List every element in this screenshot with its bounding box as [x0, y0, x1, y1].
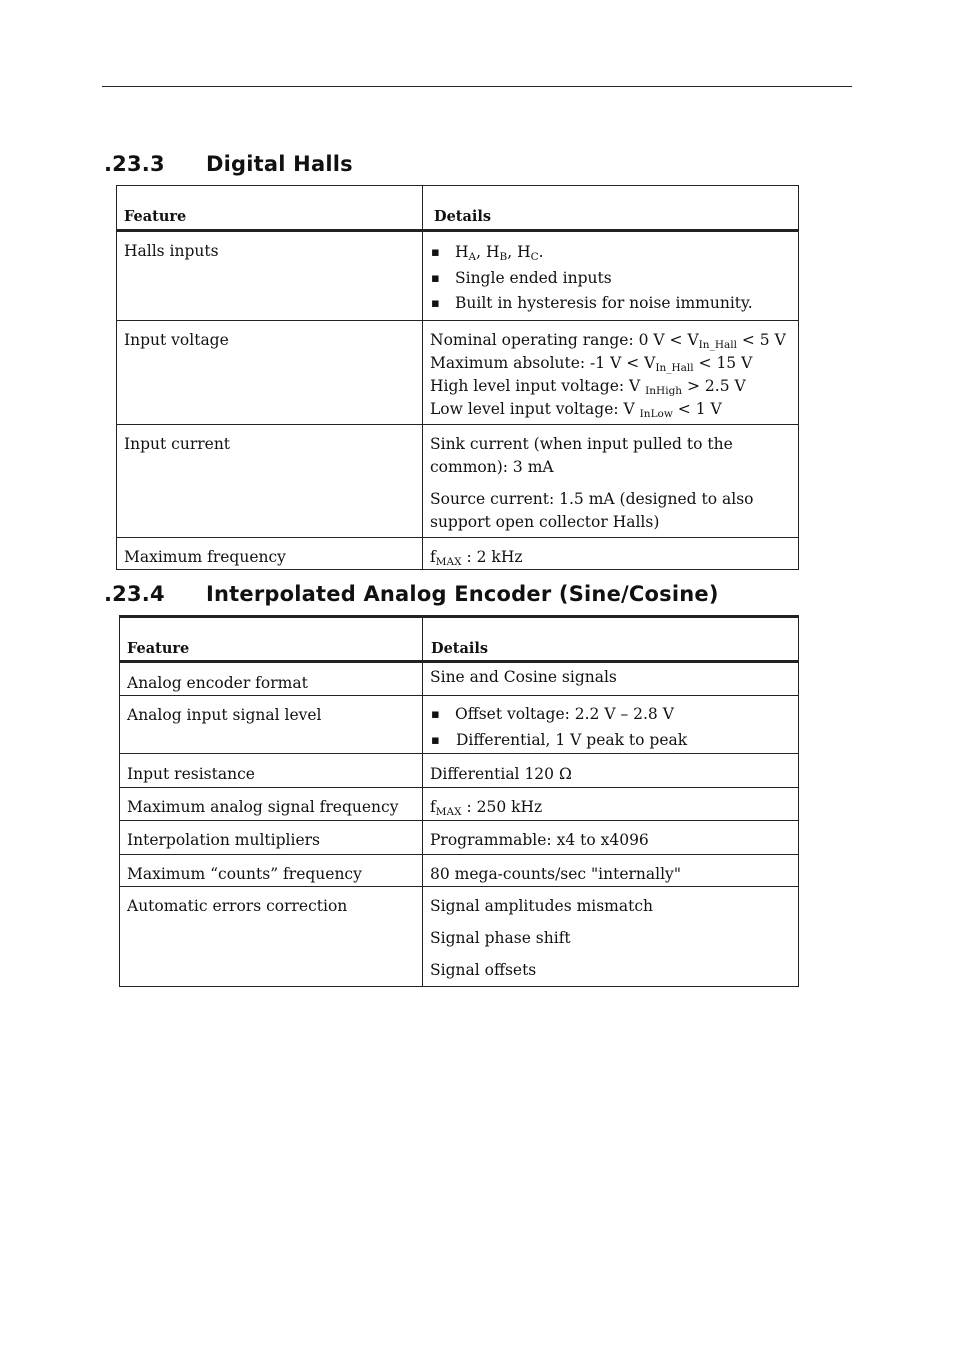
header-details: Details: [434, 208, 492, 225]
header-feature: Feature: [127, 640, 190, 657]
analog-encoder-table: [119, 615, 799, 987]
list-item: ▪ Built in hysteresis for noise immunity.: [430, 291, 791, 317]
section-title: Interpolated Analog Encoder (Sine/Cosine): [206, 582, 719, 606]
input-resistance-details: Differential 120 Ω: [430, 764, 572, 783]
input-voltage-details: Nominal operating range: 0 $V < V_{In\_Hall} < 5$ V Maximum absolute: -1 $V < V_{In\_Hall} < 15$ V High level input voltage: V $_{InHigh}$ > 2.5 V Low level input voltage: V $_{InLow}$ < 1 V: [430, 330, 786, 420]
feature-input-resistance: Input resistance: [127, 764, 255, 783]
list-item: ▪ $H_A$, $H_B$, $H_C$.: [430, 240, 791, 266]
header-feature: Feature: [124, 208, 187, 225]
error-correction-details: Signal amplitudes mismatch Signal phase shift Signal offsets: [430, 896, 654, 979]
input-current-details: Sink current (when input pulled to the common): 3 mA Source current: 1.5 mA (designed to also support open collector Halls): [430, 434, 754, 531]
multipliers-details: Programmable: x4 to x4096: [430, 830, 649, 849]
feature-halls-inputs: Halls inputs: [124, 242, 219, 260]
encoder-format-details: Sine and Cosine signals: [430, 668, 617, 686]
table-header-row: [120, 617, 799, 662]
feature-counts-frequency: Maximum “counts” frequency: [127, 864, 362, 883]
halls-inputs-list: [430, 240, 791, 317]
signal-level-details: [423, 696, 798, 753]
feature-signal-frequency: Maximum analog signal frequency: [127, 797, 399, 816]
table-header-row: [117, 186, 799, 231]
table-row: [120, 787, 799, 820]
signal-frequency-details: $f_{MAX}$ : 250 kHz: [430, 797, 543, 818]
feature-max-frequency: Maximum frequency: [124, 547, 286, 566]
section-heading-digital-halls: [104, 152, 804, 176]
feature-multipliers: Interpolation multipliers: [127, 830, 320, 849]
section-title: Digital Halls: [206, 152, 353, 176]
table-row: [120, 886, 799, 986]
digital-halls-table: [116, 185, 799, 570]
table-row: [117, 231, 799, 321]
table-row: [120, 753, 799, 787]
header-details: Details: [431, 640, 489, 657]
list-item: ▪ Single ended inputs: [430, 266, 791, 292]
table-row: [120, 820, 799, 854]
feature-input-voltage: Input voltage: [124, 330, 229, 349]
section-number: .23.4: [104, 582, 165, 606]
table-row: [117, 424, 799, 537]
feature-signal-level: Analog input signal level: [127, 706, 322, 724]
list-item: ▪ Offset voltage: 2.2 V – 2.8 V: [430, 702, 791, 728]
section-number: .23.3: [104, 152, 165, 176]
feature-encoder-format: Analog encoder format: [127, 674, 308, 692]
section-heading-analog-encoder: [104, 582, 854, 606]
counts-frequency-details: 80 mega-counts/sec "internally": [430, 864, 681, 883]
list-item-continuation: ▪ Differential, 1 V peak to peak: [430, 728, 791, 753]
table-row: [120, 662, 799, 696]
table-row: [117, 537, 799, 569]
max-frequency-details: $f_{MAX}$ : 2 kHz: [430, 547, 523, 568]
page-header-rule: [102, 86, 852, 87]
feature-error-correction: Automatic errors correction: [127, 896, 348, 915]
feature-input-current: Input current: [124, 434, 231, 453]
table-row: [120, 696, 799, 754]
table-row: [117, 320, 799, 424]
